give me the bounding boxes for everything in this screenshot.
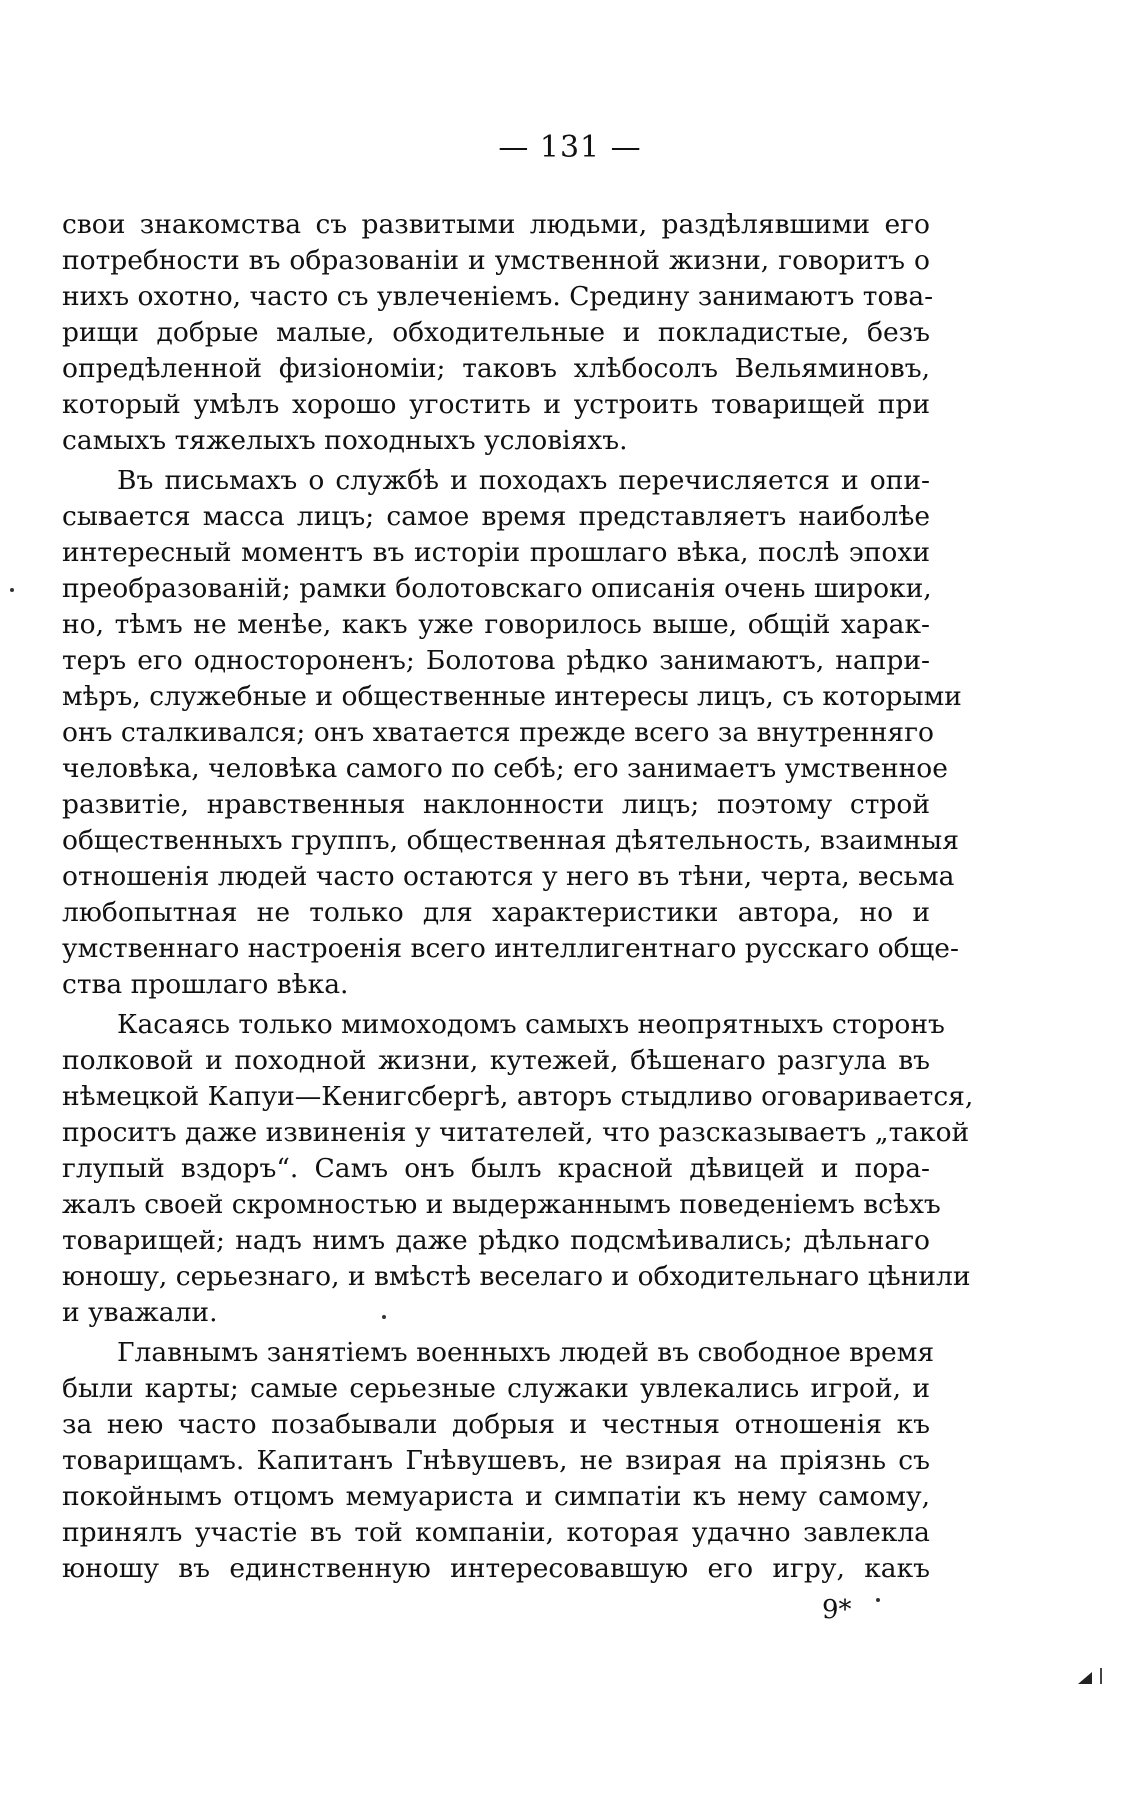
text-line: ства прошлаго вѣка. xyxy=(62,969,349,1000)
text-line: онъ сталкивался; онъ хватается прежде всего за внутренняго xyxy=(62,717,934,748)
text-line: сывается масса лицъ; самое время представляетъ наиболѣе xyxy=(62,501,930,532)
printer-signature: 9* xyxy=(822,1595,852,1625)
text-line: любопытная не только для характеристики автора, но и xyxy=(62,897,930,928)
text-line: опредѣленной физіономіи; таковъ хлѣбосолъ Вельяминовъ, xyxy=(62,353,930,384)
text-line: глупый вздоръ“. Самъ онъ былъ красной дѣвицей и пора- xyxy=(62,1153,930,1184)
scan-speck xyxy=(876,1598,880,1602)
text-line: мѣръ, служебные и общественные интересы лицъ, съ которыми xyxy=(62,681,962,712)
text-line: но, тѣмъ не менѣе, какъ уже говорилось выше, общій харак- xyxy=(62,609,930,640)
text-line: интересный моментъ въ исторіи прошлаго вѣка, послѣ эпохи xyxy=(62,537,930,568)
text-line: товарищей; надъ нимъ даже рѣдко подсмѣивались; дѣльнаго xyxy=(62,1225,930,1256)
text-line: нѣмецкой Капуи—Кенигсбергѣ, авторъ стыдливо оговаривается, xyxy=(62,1081,974,1112)
paragraph-4 xyxy=(62,1335,935,1587)
text-line: полковой и походной жизни, кутежей, бѣшенаго разгула въ xyxy=(62,1045,930,1076)
text-line: Главнымъ занятіемъ военныхъ людей въ свободное время xyxy=(117,1337,935,1368)
paragraph-3 xyxy=(62,1007,974,1331)
paragraph-1 xyxy=(62,207,934,459)
text-line: товарищамъ. Капитанъ Гнѣвушевъ, не взирая на пріязнь съ xyxy=(62,1445,930,1476)
paragraph-2 xyxy=(62,463,962,1003)
scan-artifact-icon xyxy=(1078,1672,1092,1684)
text-line: Касаясь только мимоходомъ самыхъ неопрятныхъ сторонъ xyxy=(117,1009,945,1040)
text-line: за нею часто позабывали добрыя и честныя отношенія къ xyxy=(62,1409,930,1440)
text-line: принялъ участіе въ той компаніи, которая удачно завлекла xyxy=(62,1517,930,1548)
text-line: самыхъ тяжелыхъ походныхъ условіяхъ. xyxy=(62,425,628,456)
text-line: развитіе, нравственныя наклонности лицъ; поэтому строй xyxy=(62,789,930,820)
text-line: Въ письмахъ о службѣ и походахъ перечисляется и опи- xyxy=(117,465,930,496)
text-line: были карты; самые серьезные служаки увлекались игрой, и xyxy=(62,1373,930,1404)
scan-speck xyxy=(382,1315,386,1319)
text-line: юношу, серьезнаго, и вмѣстѣ веселаго и обходительнаго цѣнили xyxy=(62,1261,971,1292)
text-line: покойнымъ отцомъ мемуариста и симпатіи къ нему самому, xyxy=(62,1481,930,1512)
text-line: человѣка, человѣка самого по себѣ; его занимаетъ умственное xyxy=(62,753,948,784)
text-line: проситъ даже извиненія у читателей, что разсказываетъ „такой xyxy=(62,1117,970,1148)
text-line: преобразованій; рамки болотовскаго описанія очень широки, xyxy=(62,573,932,604)
text-line: нихъ охотно, часто съ увлеченіемъ. Средину занимаютъ това- xyxy=(62,281,934,312)
scan-speck xyxy=(10,588,14,592)
text-line: рищи добрые малые, обходительные и покладистые, безъ xyxy=(62,317,930,348)
text-line: свои знакомства съ развитыми людьми, раздѣлявшими его xyxy=(62,209,930,240)
text-line: который умѣлъ хорошо угостить и устроить товарищей при xyxy=(62,389,930,420)
text-line: юношу въ единственную интересовавшую его игру, какъ xyxy=(62,1553,930,1584)
text-line: и уважали. xyxy=(62,1297,218,1328)
text-line: теръ его одностороненъ; Болотова рѣдко занимаютъ, напри- xyxy=(62,645,930,676)
body-text xyxy=(62,207,974,1587)
text-line: общественныхъ группъ, общественная дѣятельность, взаимныя xyxy=(62,825,959,856)
text-line: умственнаго настроенія всего интеллигентнаго русскаго обще- xyxy=(62,933,959,964)
scan-artifact-icon xyxy=(1100,1668,1102,1684)
text-line: потребности въ образованіи и умственной жизни, говоритъ о xyxy=(62,245,930,276)
text-line: жалъ своей скромностью и выдержаннымъ поведеніемъ всѣхъ xyxy=(62,1189,941,1220)
page-number: — 131 — xyxy=(498,130,642,165)
text-line: отношенія людей часто остаются у него въ тѣни, черта, весьма xyxy=(62,861,955,892)
